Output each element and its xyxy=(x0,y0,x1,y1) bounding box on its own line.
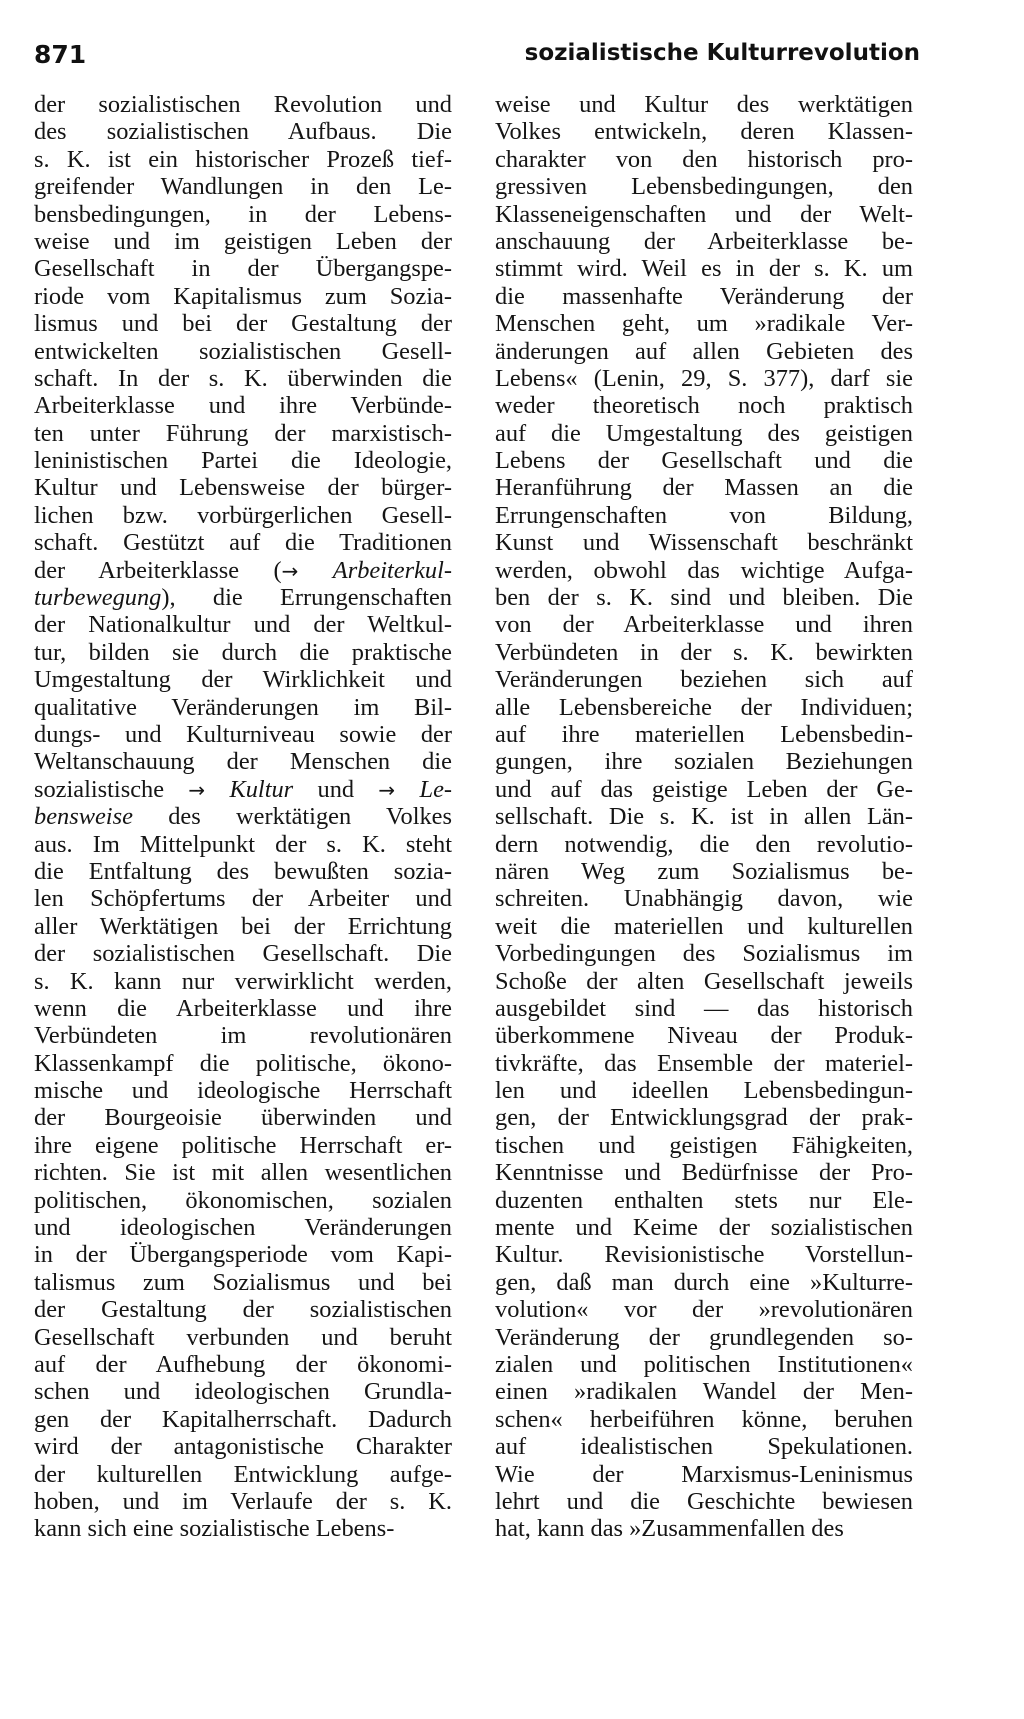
text-line: ausgebildet sind — das historisch xyxy=(495,994,913,1022)
text-line: gen der Kapitalherrschaft. Dadurch xyxy=(34,1405,452,1433)
text-line: einen »radikalen Wandel der Men- xyxy=(495,1378,913,1406)
text-line: sellschaft. Die s. K. ist in allen Län- xyxy=(495,803,913,831)
text-line: turbewegung), die Errungenschaften xyxy=(34,584,452,612)
text-line: s. K. ist ein historischer Prozeß tief- xyxy=(34,145,452,173)
text-line: der Bourgeoisie überwinden und xyxy=(34,1104,452,1132)
page-header xyxy=(34,40,920,80)
text-line: dern notwendig, die den revolutio- xyxy=(495,830,913,858)
text-line: mische und ideologische Herrschaft xyxy=(34,1077,452,1105)
text-line: lismus und bei der Gestaltung der xyxy=(34,310,452,338)
text-line: talismus zum Sozialismus und bei xyxy=(34,1268,452,1296)
text-line: Volkes entwickeln, deren Klassen- xyxy=(495,118,913,146)
text-line: Lebens der Gesellschaft und die xyxy=(495,447,913,475)
text-line: tischen und geistigen Fähigkeiten, xyxy=(495,1131,913,1159)
text-line: Arbeiterklasse und ihre Verbünde- xyxy=(34,392,452,420)
text-line: schaft. Gestützt auf die Traditionen xyxy=(34,529,452,557)
text-line: politischen, ökonomischen, sozialen xyxy=(34,1186,452,1214)
text-line: qualitative Veränderungen im Bil- xyxy=(34,693,452,721)
text-line: änderungen auf allen Gebieten des xyxy=(495,337,913,365)
text-line: der sozialistischen Revolution und xyxy=(34,91,452,118)
text-line: auf ihre materiellen Lebensbedin- xyxy=(495,720,913,748)
text-line: richten. Sie ist mit allen wesentlichen xyxy=(34,1159,452,1187)
text-line: gressiven Lebensbedingungen, den xyxy=(495,173,913,201)
text-line: Weltanschauung der Menschen die xyxy=(34,748,452,776)
text-line: Klasseneigenschaften und der Welt- xyxy=(495,200,913,228)
text-line: hat, kann das »Zusammenfallen des xyxy=(495,1515,844,1543)
text-line: gen, daß man durch eine »Kulturre- xyxy=(495,1268,913,1296)
text-line: Kenntnisse und Bedürfnisse der Pro- xyxy=(495,1159,913,1187)
text-line: sozialistische → Kultur und → Le- xyxy=(34,775,453,803)
text-line: nären Weg zum Sozialismus be- xyxy=(495,857,913,885)
text-line: entwickelten sozialistischen Gesell- xyxy=(34,337,452,365)
text-line: aller Werktätigen bei der Errichtung xyxy=(34,912,452,940)
text-line: ben der s. K. sind und bleiben. Die xyxy=(495,584,913,612)
text-line: kann sich eine sozialistische Lebens- xyxy=(34,1515,395,1543)
text-line: dungs- und Kulturniveau sowie der xyxy=(34,720,452,748)
text-line: in der Übergangsperiode vom Kapi- xyxy=(34,1241,452,1269)
text-line: Schoße der alten Gesellschaft jeweils xyxy=(495,967,913,995)
text-line: mente und Keime der sozialistischen xyxy=(495,1214,913,1242)
text-line: gen, der Entwicklungsgrad der prak- xyxy=(495,1104,913,1132)
text-line: volution« vor der »revolutionären xyxy=(495,1296,913,1324)
text-line: leninistischen Partei die Ideologie, xyxy=(34,447,452,475)
text-line: Kultur und Lebensweise der bürger- xyxy=(34,474,452,502)
text-line: die Entfaltung des bewußten sozia- xyxy=(34,857,452,885)
text-line: Kunst und Wissenschaft beschränkt xyxy=(495,529,913,557)
text-line: der sozialistischen Gesellschaft. Die xyxy=(34,940,452,968)
text-line: Klassenkampf die politische, ökono- xyxy=(34,1049,452,1077)
text-line: riode vom Kapitalismus zum Sozia- xyxy=(34,282,452,310)
text-line: auf die Umgestaltung des geistigen xyxy=(495,419,913,447)
text-line: und ideologischen Veränderungen xyxy=(34,1214,452,1242)
text-line: Verbündeten in der s. K. bewirkten xyxy=(495,638,913,666)
text-line: der Gestaltung der sozialistischen xyxy=(34,1296,452,1324)
text-line: überkommene Niveau der Produk- xyxy=(495,1022,913,1050)
text-line: stimmt wird. Weil es in der s. K. um xyxy=(495,255,913,283)
text-line: die massenhafte Veränderung der xyxy=(495,282,913,310)
text-line: alle Lebensbereiche der Individuen; xyxy=(495,693,913,721)
text-line: Umgestaltung der Wirklichkeit und xyxy=(34,666,452,694)
right-text-column xyxy=(495,91,913,1543)
text-line: tivkräfte, das Ensemble der materiel- xyxy=(495,1049,913,1077)
text-line: schreiten. Unabhängig davon, wie xyxy=(495,885,913,913)
text-line: schaft. In der s. K. überwinden die xyxy=(34,364,452,392)
text-line: Lebens« (Lenin, 29, S. 377), darf sie xyxy=(495,364,913,392)
text-line: ten unter Führung der marxistisch- xyxy=(34,419,452,447)
text-line: bensbedingungen, in der Lebens- xyxy=(34,200,452,228)
text-line: aus. Im Mittelpunkt der s. K. steht xyxy=(34,830,452,858)
text-line: der kulturellen Entwicklung aufge- xyxy=(34,1460,452,1488)
text-line: ihre eigene politische Herrschaft er- xyxy=(34,1131,452,1159)
text-line: Kultur. Revisionistische Vorstellun- xyxy=(495,1241,913,1269)
text-line: greifender Wandlungen in den Le- xyxy=(34,173,452,201)
text-line: werden, obwohl das wichtige Aufga- xyxy=(495,556,913,584)
left-text-column xyxy=(34,91,452,1543)
text-line: Gesellschaft verbunden und beruht xyxy=(34,1323,452,1351)
text-line: der Nationalkultur und der Weltkul- xyxy=(34,611,452,639)
text-line: tur, bilden sie durch die praktische xyxy=(34,638,452,666)
text-line: lehrt und die Geschichte bewiesen xyxy=(495,1487,913,1515)
text-line: Gesellschaft in der Übergangspe- xyxy=(34,255,452,283)
text-line: auf der Aufhebung der ökonomi- xyxy=(34,1350,452,1378)
text-line: und auf das geistige Leben der Ge- xyxy=(495,775,913,803)
text-line: s. K. kann nur verwirklicht werden, xyxy=(34,967,452,995)
text-line: bensweise des werktätigen Volkes xyxy=(34,803,452,831)
running-head: sozialistische Kulturrevolution xyxy=(524,40,920,66)
text-line: wenn die Arbeiterklasse und ihre xyxy=(34,994,452,1022)
text-line: des sozialistischen Aufbaus. Die xyxy=(34,118,452,146)
text-line: schen und ideologischen Grundla- xyxy=(34,1378,452,1406)
text-line: lichen bzw. vorbürgerlichen Gesell- xyxy=(34,501,452,529)
text-line: Heranführung der Massen an die xyxy=(495,474,913,502)
text-line: der Arbeiterklasse (→ Arbeiterkul- xyxy=(34,556,452,584)
text-line: len Schöpfertums der Arbeiter und xyxy=(34,885,452,913)
text-line: gungen, ihre sozialen Beziehungen xyxy=(495,748,913,776)
text-line: charakter von den historisch pro- xyxy=(495,145,913,173)
text-line: Verbündeten im revolutionären xyxy=(34,1022,452,1050)
text-line: Vorbedingungen des Sozialismus im xyxy=(495,940,913,968)
page-number: 871 xyxy=(34,40,87,69)
text-line: weise und im geistigen Leben der xyxy=(34,227,452,255)
text-line: schen« herbeiführen könne, beruhen xyxy=(495,1405,913,1433)
text-line: weit die materiellen und kulturellen xyxy=(495,912,913,940)
text-line: anschauung der Arbeiterklasse be- xyxy=(495,227,913,255)
text-line: duzenten enthalten stets nur Ele- xyxy=(495,1186,913,1214)
text-line: Wie der Marxismus-Leninismus xyxy=(495,1460,913,1488)
text-line: wird der antagonistische Charakter xyxy=(34,1433,452,1461)
text-line: Veränderungen beziehen sich auf xyxy=(495,666,913,694)
text-line: Errungenschaften von Bildung, xyxy=(495,501,913,529)
text-line: len und ideellen Lebensbedingun- xyxy=(495,1077,913,1105)
text-line: weise und Kultur des werktätigen xyxy=(495,91,913,118)
text-line: weder theoretisch noch praktisch xyxy=(495,392,913,420)
text-line: Veränderung der grundlegenden so- xyxy=(495,1323,913,1351)
text-line: auf idealistischen Spekulationen. xyxy=(495,1433,913,1461)
text-line: von der Arbeiterklasse und ihren xyxy=(495,611,913,639)
text-line: zialen und politischen Institutionen« xyxy=(495,1350,913,1378)
text-line: hoben, und im Verlaufe der s. K. xyxy=(34,1487,452,1515)
text-line: Menschen geht, um »radikale Ver- xyxy=(495,310,913,338)
